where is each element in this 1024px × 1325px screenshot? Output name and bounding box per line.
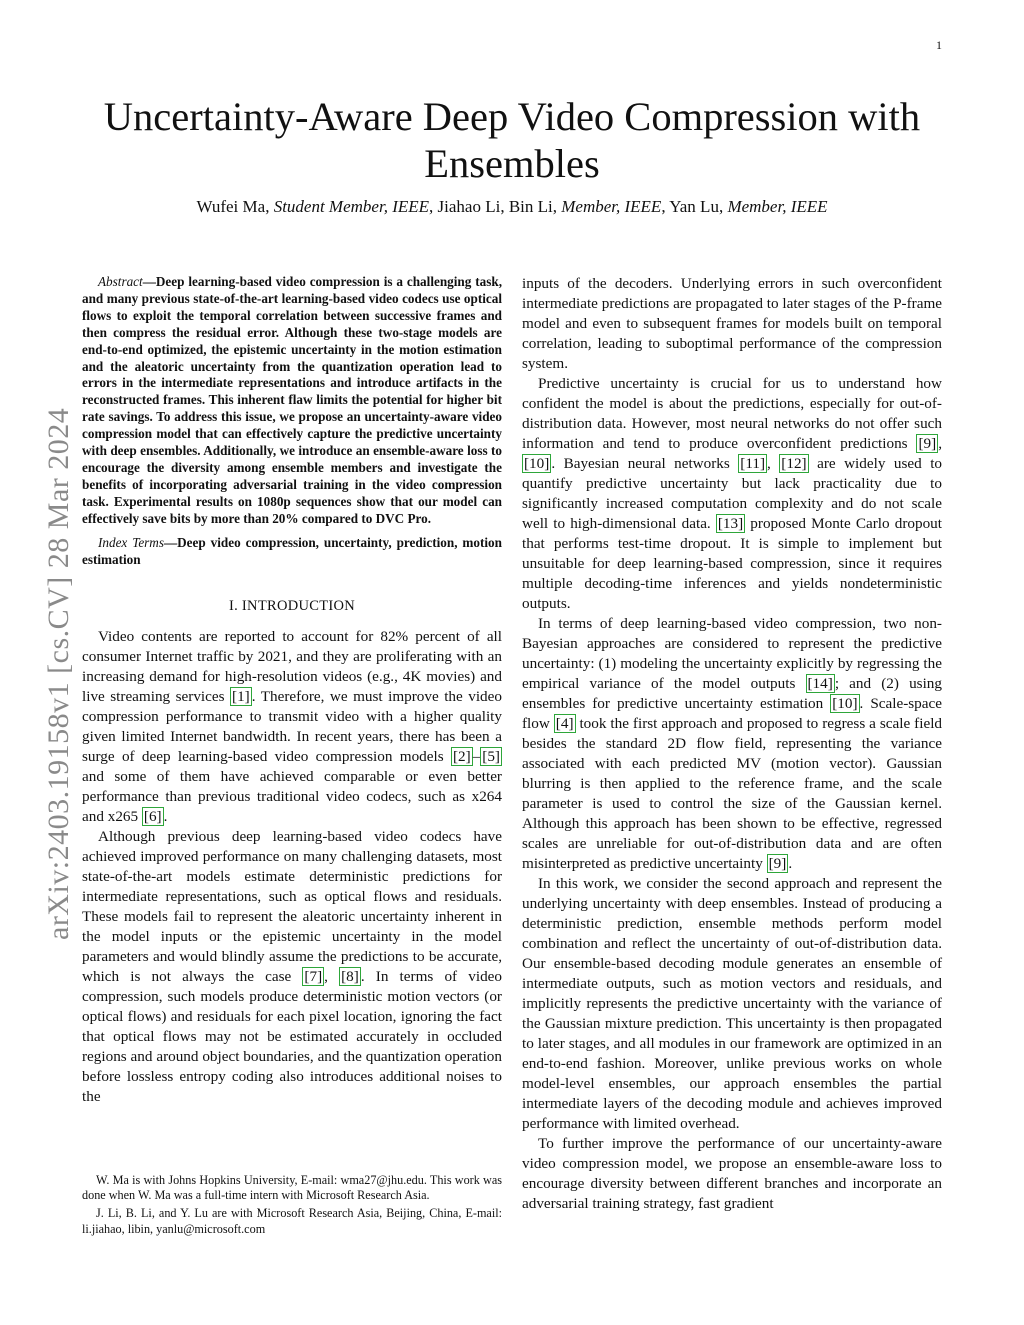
body-paragraph: Video contents are reported to account for 82% percent of all consumer Internet traffic by 2021, and they are proliferating with an increasing demand for high-resolution videos (e.g., 4K movies) and live streaming services [1] . Therefore, we must improve the video compression performance to transmit video with a higher quality given limited Internet bandwidth. In recent years, there has been a surge of deep learning-based video compression models [2] – [5] and some of them have achieved comparable or even better performance than previous traditional video codecs, such as x264 and x265 [6] .	[82, 628, 502, 826]
author-role: Member, IEEE	[561, 197, 662, 216]
index-terms-lead: Index Terms	[98, 534, 164, 550]
citation-link[interactable]: [6]	[143, 808, 162, 826]
citation-link[interactable]: [14]	[807, 675, 833, 692]
citation-link[interactable]: [13]	[717, 515, 744, 532]
abstract-lead: Abstract	[98, 274, 143, 289]
paper-title: Uncertainty-Aware Deep Video Compression with Ensembles	[103, 94, 921, 186]
author-name: Wufei Ma	[196, 197, 266, 216]
citation-link[interactable]: [7]	[304, 968, 323, 986]
body-paragraph: Predictive uncertainty is crucial for us to understand how confident the model is about the predictions, especially for out-of-distribution data. However, most neural networks do not offer such information and tend to produce overconfident predictions [9] , [10] . Bayesian neural networks [11] , [12] are widely used to quantify predictive uncertainty but lack practicality due to significantly increased computation complexity and do not scale well to high-dimensional data. [13] proposed Monte Carlo dropout that performs test-time dropout. It is simple to implement but unsuitable for deep learning-based compression, since it requires multiple decoding-time inferences and yields nondeterministic outputs.	[522, 375, 943, 612]
citation-link[interactable]: [10]	[524, 455, 550, 472]
citation-link[interactable]: [11]	[740, 455, 766, 472]
footnotes	[82, 1173, 502, 1240]
left-column	[82, 274, 502, 1107]
citation-link[interactable]: [5]	[482, 748, 500, 766]
left-body	[82, 627, 502, 1107]
citation-link[interactable]: [2]	[452, 748, 471, 766]
body-paragraph: To further improve the performance of our uncertainty-aware video compression model, we propose an ensemble-aware loss to encourage diversity between different branches and incorporate an adversarial training strategy, fast gradient	[522, 1135, 942, 1212]
footnote-affiliation-1: W. Ma is with Johns Hopkins University, E-mail: wma27@jhu.edu. This work was done when W. Ma was a full-time intern with Microsoft Research Asia.	[82, 1173, 502, 1203]
author-role: Member, IEEE	[727, 197, 828, 216]
footnote-affiliation-2: J. Li, B. Li, and Y. Lu are with Microsoft Research Asia, Beijing, China, E-mail: li.jiahao, libin, yanlu@microsoft.com	[82, 1206, 502, 1236]
author-name: Bin Li	[508, 197, 553, 216]
index-terms	[82, 535, 502, 569]
index-terms-text: —Deep video compression, uncertainty, prediction, motion estimation	[82, 534, 502, 567]
body-paragraph: In terms of deep learning-based video compression, two non-Bayesian approaches are considered to represent the predictive uncertainty: (1) modeling the uncertainty explicitly by regressing the empirical variance of the model outputs [14] ; and (2) using ensembles for predictive uncertainty estimation [10] . Scale-space flow [4] took the first approach and proposed to regress a scale field besides the standard 2D flow field, representing the variance associated with each predicted MV (motion vector). Gaussian blurring is then applied to the reference frame, and the scale parameter is used to control the size of the Gaussian kernel. Although this approach has been shown to be effective, regressed scales are unreliable for out-of-distribution data and are often misinterpreted as predictive uncertainty [9] .	[522, 615, 943, 872]
citation-link[interactable]: [9]	[918, 435, 937, 452]
citation-link[interactable]: [1]	[232, 688, 250, 706]
right-column	[522, 274, 942, 1214]
author-name: Yan Lu	[669, 197, 719, 216]
author-role: Student Member, IEEE	[273, 197, 430, 216]
citation-link[interactable]: [4]	[555, 715, 574, 732]
abstract	[82, 274, 502, 528]
citation-link[interactable]: [9]	[768, 855, 787, 872]
body-paragraph: In this work, we consider the second approach and represent the underlying uncertainty with deep ensembles. Instead of producing a deterministic prediction, ensemble methods perform model combination and reflect the uncertainty of out-of-distribution data. Our ensemble-based decoding module generates an ensemble of intermediate outputs, such as motion vectors and residuals, and implicitly represents the predictive uncertainty with the variance of the Gaussian mixture prediction. This uncertainty is then propagated to later stages, and all modules in our framework are optimized in an end-to-end fashion. Moreover, unlike previous works on whole model-level ensembles, our approach ensembles the partial intermediate layers of the decoding module and achieves improved performance with limited overhead.	[522, 875, 942, 1132]
author-name: Jiahao Li	[437, 197, 501, 216]
right-body	[522, 274, 942, 1214]
citation-link[interactable]: [12]	[781, 455, 807, 472]
page-number: 1	[936, 38, 942, 52]
author-list: Wufei Ma, Student Member, IEEE, Jiahao Li, Bin Li, Member, IEEE, Yan Lu, Member, IEEE	[196, 197, 828, 216]
citation-link[interactable]: [10]	[832, 695, 858, 712]
arxiv-identifier: arXiv:2403.19158v1 [cs.CV] 28 Mar 2024	[42, 407, 75, 940]
citation-link[interactable]: [8]	[341, 968, 359, 986]
section-heading: I. INTRODUCTION	[228, 598, 356, 615]
abstract-text: —Deep learning-based video compression is a challenging task, and many previous state-of-the-art learning-based video codecs use optical flows to exploit the temporal correlation between successive frames and then compress the residual error. Although these two-stage models are end-to-end optimized, the epistemic uncertainty in the motion estimation and the aleatoric uncertainty from the quantization operation lead to errors in the intermediate representations and introduce artifacts in the reconstructed frames. This inherent flaw limits the potential for higher bit rate savings. To address this issue, we propose an uncertainty-aware video compression model that can effectively capture the predictive uncertainty with deep ensembles. Additionally, we introduce an ensemble-aware loss to encourage the diversity among ensemble members and investigate the benefits of incorporating adversarial training in the video compression task. Experimental results on 1080p sequences show that our model can effectively save bits by more than 20% compared to DVC Pro.	[82, 274, 502, 526]
body-paragraph: inputs of the decoders. Underlying errors in such overconfident intermediate predictions are propagated to later stages of the P-frame model and even to subsequent frames for models built on temporal correlation, leading to suboptimal performance of the compression system.	[522, 275, 942, 372]
body-paragraph: Although previous deep learning-based video codecs have achieved improved performance on many challenging datasets, most state-of-the-art models estimate deterministic predictions for intermediate representations, such as optical flows and residuals. These models fail to represent the aleatoric uncertainty inherent in the model inputs or the epistemic uncertainty in the model parameters and would blindly assume the predictions to be accurate, which is not always the case [7] , [8] . In terms of video compression, such models produce deterministic motion vectors (or optical flows) and residuals for each pixel location, ignoring the fact that optical flows may not be estimated accurately in occluded regions and around object boundaries, and the quantization operation before lossless entropy coding also introduces additional noises to the	[82, 828, 502, 1106]
